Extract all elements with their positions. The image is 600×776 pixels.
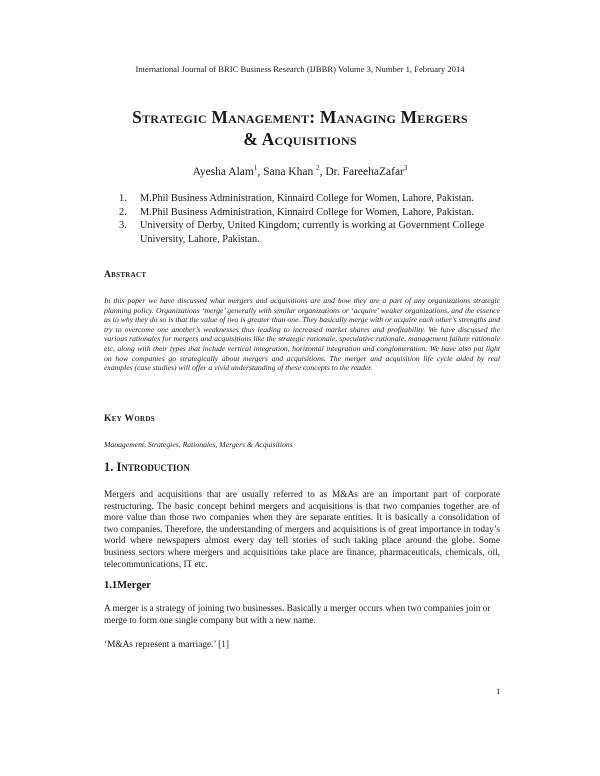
author-sup: 2: [316, 164, 320, 173]
affiliation-item: [119, 206, 519, 220]
keywords-heading: Key Words: [104, 414, 155, 424]
author-list: Ayesha Alam$^1$, Sana Khan $^2$, Dr. FareehaZafar$^3$: [192, 164, 408, 178]
author-name: Sana Khan: [263, 166, 314, 178]
affiliation-number: 2.: [119, 206, 127, 218]
affiliation-text: University of Derby, United Kingdom; currently is working at Government College University, Lahore, Pakistan.: [140, 220, 485, 245]
author-sup: 3: [403, 164, 408, 173]
title-line-1: Strategic Management: Managing Mergers: [132, 107, 468, 127]
affiliation-text: M.Phil Business Administration, Kinnaird College for Women, Lahore, Pakistan.: [140, 193, 474, 204]
affiliation-item: [119, 192, 519, 206]
affiliation-number: 1.: [119, 193, 127, 204]
affiliation-text: M.Phil Business Administration, Kinnaird College for Women, Lahore, Pakistan.: [140, 206, 474, 218]
paper-title: [0, 106, 600, 150]
abstract-heading: Abstract: [104, 270, 147, 280]
merger-heading: 1.1Merger: [104, 580, 151, 591]
affiliation-number: 3.: [119, 220, 127, 231]
page-number: 1: [496, 686, 501, 696]
keywords-text: Management, Strategies, Rationales, Mergers & Acquisitions: [104, 440, 293, 449]
merger-text: A merger is a strategy of joining two businesses. Basically a merger occurs when two companies join or merge to form one single company but with a new name.: [104, 604, 491, 626]
merger-quote: ‘M&As represent a marriage.’ [1]: [104, 640, 230, 650]
affiliation-item: [119, 219, 519, 246]
author-name: Dr. FareehaZafar: [325, 166, 404, 178]
title-line-2: & Acquisitions: [243, 129, 357, 149]
affiliation-list: [119, 192, 519, 246]
author-sup: 1: [253, 164, 258, 173]
journal-header: International Journal of BRIC Business Research (IJBBR) Volume 3, Number 1, February 2014: [135, 64, 465, 74]
author-name: Ayesha Alam: [192, 166, 254, 178]
abstract-text: In this paper we have discussed what mergers and acquisitions are and how they are a part of any organizations strategic planning policy. Organizations ‘merge’ generally with similar organizations or ‘acquire’ weaker organizations, and the essence as to why they do so is that the value of two is greater than one. They basically merge with or acquire each other’s strengths and try to overcome one another’s weaknesses thus leading to increased market shares and profitability. We have discussed the various rationales for mergers and acquisitions like the strategic rationale, speculative rationale, management failure rationale etc, along with their types that include vertical integration, horizontal integration and conglomeration. We have also put light on how companies go strategically about mergers and acquisitions. The merger and acquisition life cycle aided by real examples (case studies) will offer a vivid understanding of these concepts to the reader.: [104, 296, 500, 373]
introduction-text: Mergers and acquisitions that are usually referred to as M&As are an important part of corporate restructuring. The basic concept behind mergers and acquisitions is that two companies together are of more value than those two companies when they are separate entities. It is basically a consolidation of two companies. Therefore, the understanding of mergers and acquisitions is of great importance in today’s world where newspapers almost every day tell stories of such taking place around the globe. Some business sectors where mergers and acquisitions take place are finance, pharmaceuticals, chemicals, oil, telecommunications, IT etc.: [104, 490, 500, 570]
introduction-heading: 1. Introduction: [104, 460, 190, 474]
